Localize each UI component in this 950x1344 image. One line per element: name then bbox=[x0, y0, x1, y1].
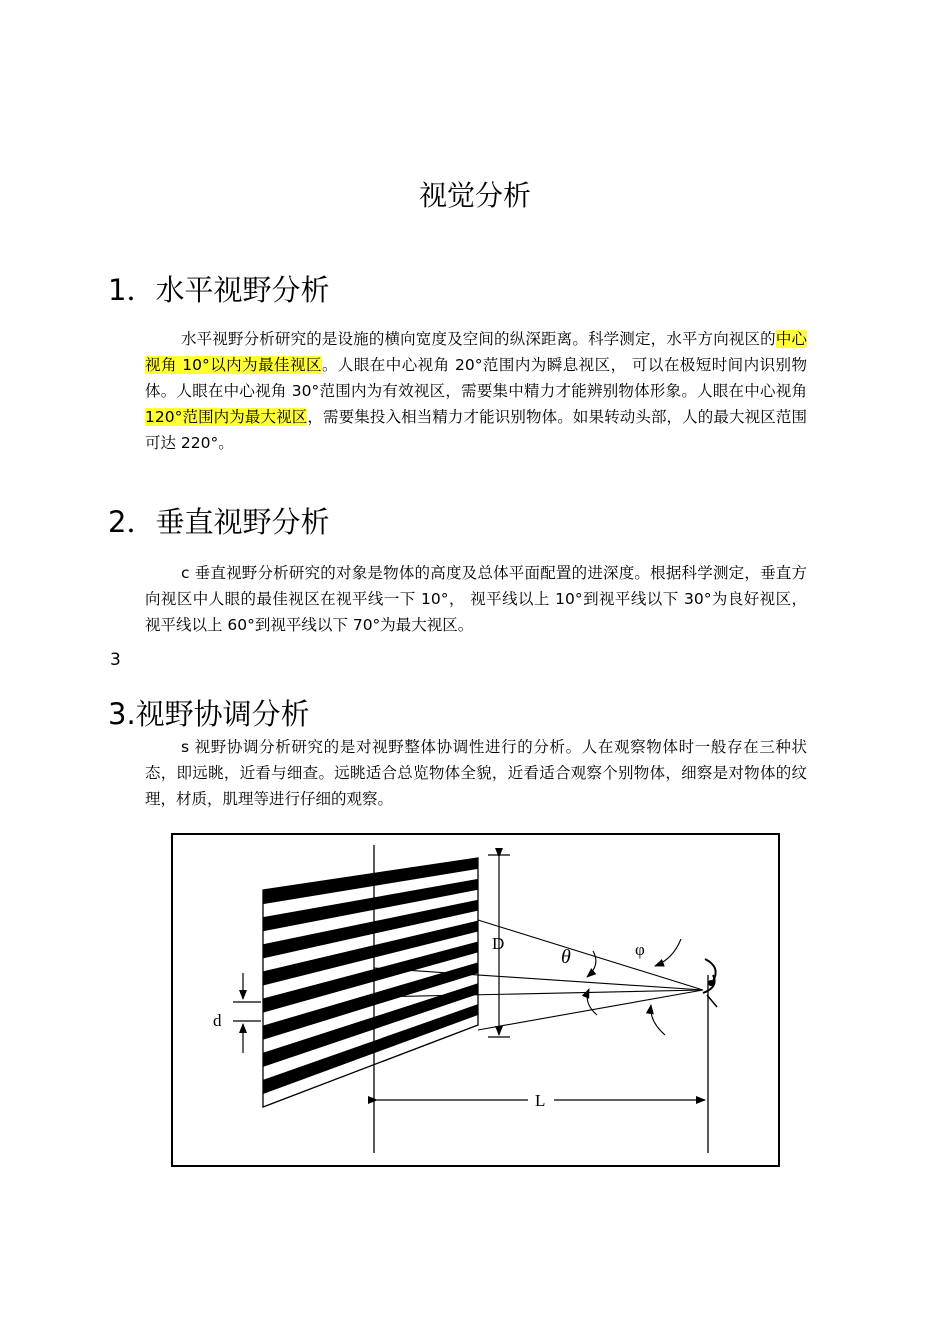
paragraph-horizontal-field bbox=[145, 326, 807, 456]
label-L: L bbox=[535, 1091, 546, 1110]
page-title: 视觉分析 bbox=[418, 179, 531, 212]
section-heading-vertical-field: 2．垂直视野分析 bbox=[108, 505, 330, 539]
text-run: 水平视野分析研究的是设施的横向宽度及空间的纵深距离。科学测定，水平方向视区的 bbox=[181, 330, 776, 348]
highlight-max-zone: 120°范围内为最大视区 bbox=[145, 408, 308, 426]
phi-arc-top bbox=[655, 939, 681, 966]
label-phi: φ bbox=[635, 940, 645, 959]
phi-arc-bottom bbox=[651, 1005, 665, 1035]
eye-icon bbox=[703, 959, 717, 1007]
section-heading-horizontal-field: 1．水平视野分析 bbox=[108, 273, 330, 307]
visual-angle-diagram bbox=[173, 835, 778, 1165]
sight-line-bottom bbox=[478, 990, 703, 1030]
paragraph-vertical-field: c 垂直视野分析研究的对象是物体的高度及总体平面配置的进深度。根据科学测定，垂直方向视区中人眼的最佳视区在视平线一下 10°， 视平线以上 10°到视平线以下 30°为良好视区， 视平线以上 60°到视平线以下 70°为最大视区。 bbox=[145, 564, 807, 634]
stray-number: 3 bbox=[110, 650, 121, 670]
label-D: D bbox=[492, 934, 505, 953]
label-d: d bbox=[213, 1011, 222, 1030]
section-heading-field-coordination: 3.视野协调分析 bbox=[108, 697, 310, 731]
grating-stripes bbox=[263, 858, 478, 1107]
sight-line-top bbox=[478, 920, 703, 990]
visual-angle-figure bbox=[171, 833, 780, 1167]
paragraph-field-coordination: s 视野协调分析研究的是对视野整体协调性进行的分析。人在观察物体时一般存在三种状态，即远眺，近看与细查。远眺适合总览物体全貌，近看适合观察个别物体，细察是对物体的纹理，材质，肌理等进行仔细的观察。 bbox=[145, 738, 807, 808]
label-theta: θ bbox=[561, 946, 571, 968]
highlight-best-zone: 中心视角 10°以内为最佳视区 bbox=[145, 330, 807, 374]
text-run: 。人眼在中心视角 20°范围内为瞬息视区， 可以在极短时间内识别物体。人眼在中心视角 30°范围内为有效视区，需要集中精力才能辨别物体形象。人眼在中心视角 bbox=[145, 356, 807, 400]
text-run: ，需要集投入相当精力才能识别物体。如果转动头部，人的最大视区范围可达 220°。 bbox=[145, 408, 807, 452]
